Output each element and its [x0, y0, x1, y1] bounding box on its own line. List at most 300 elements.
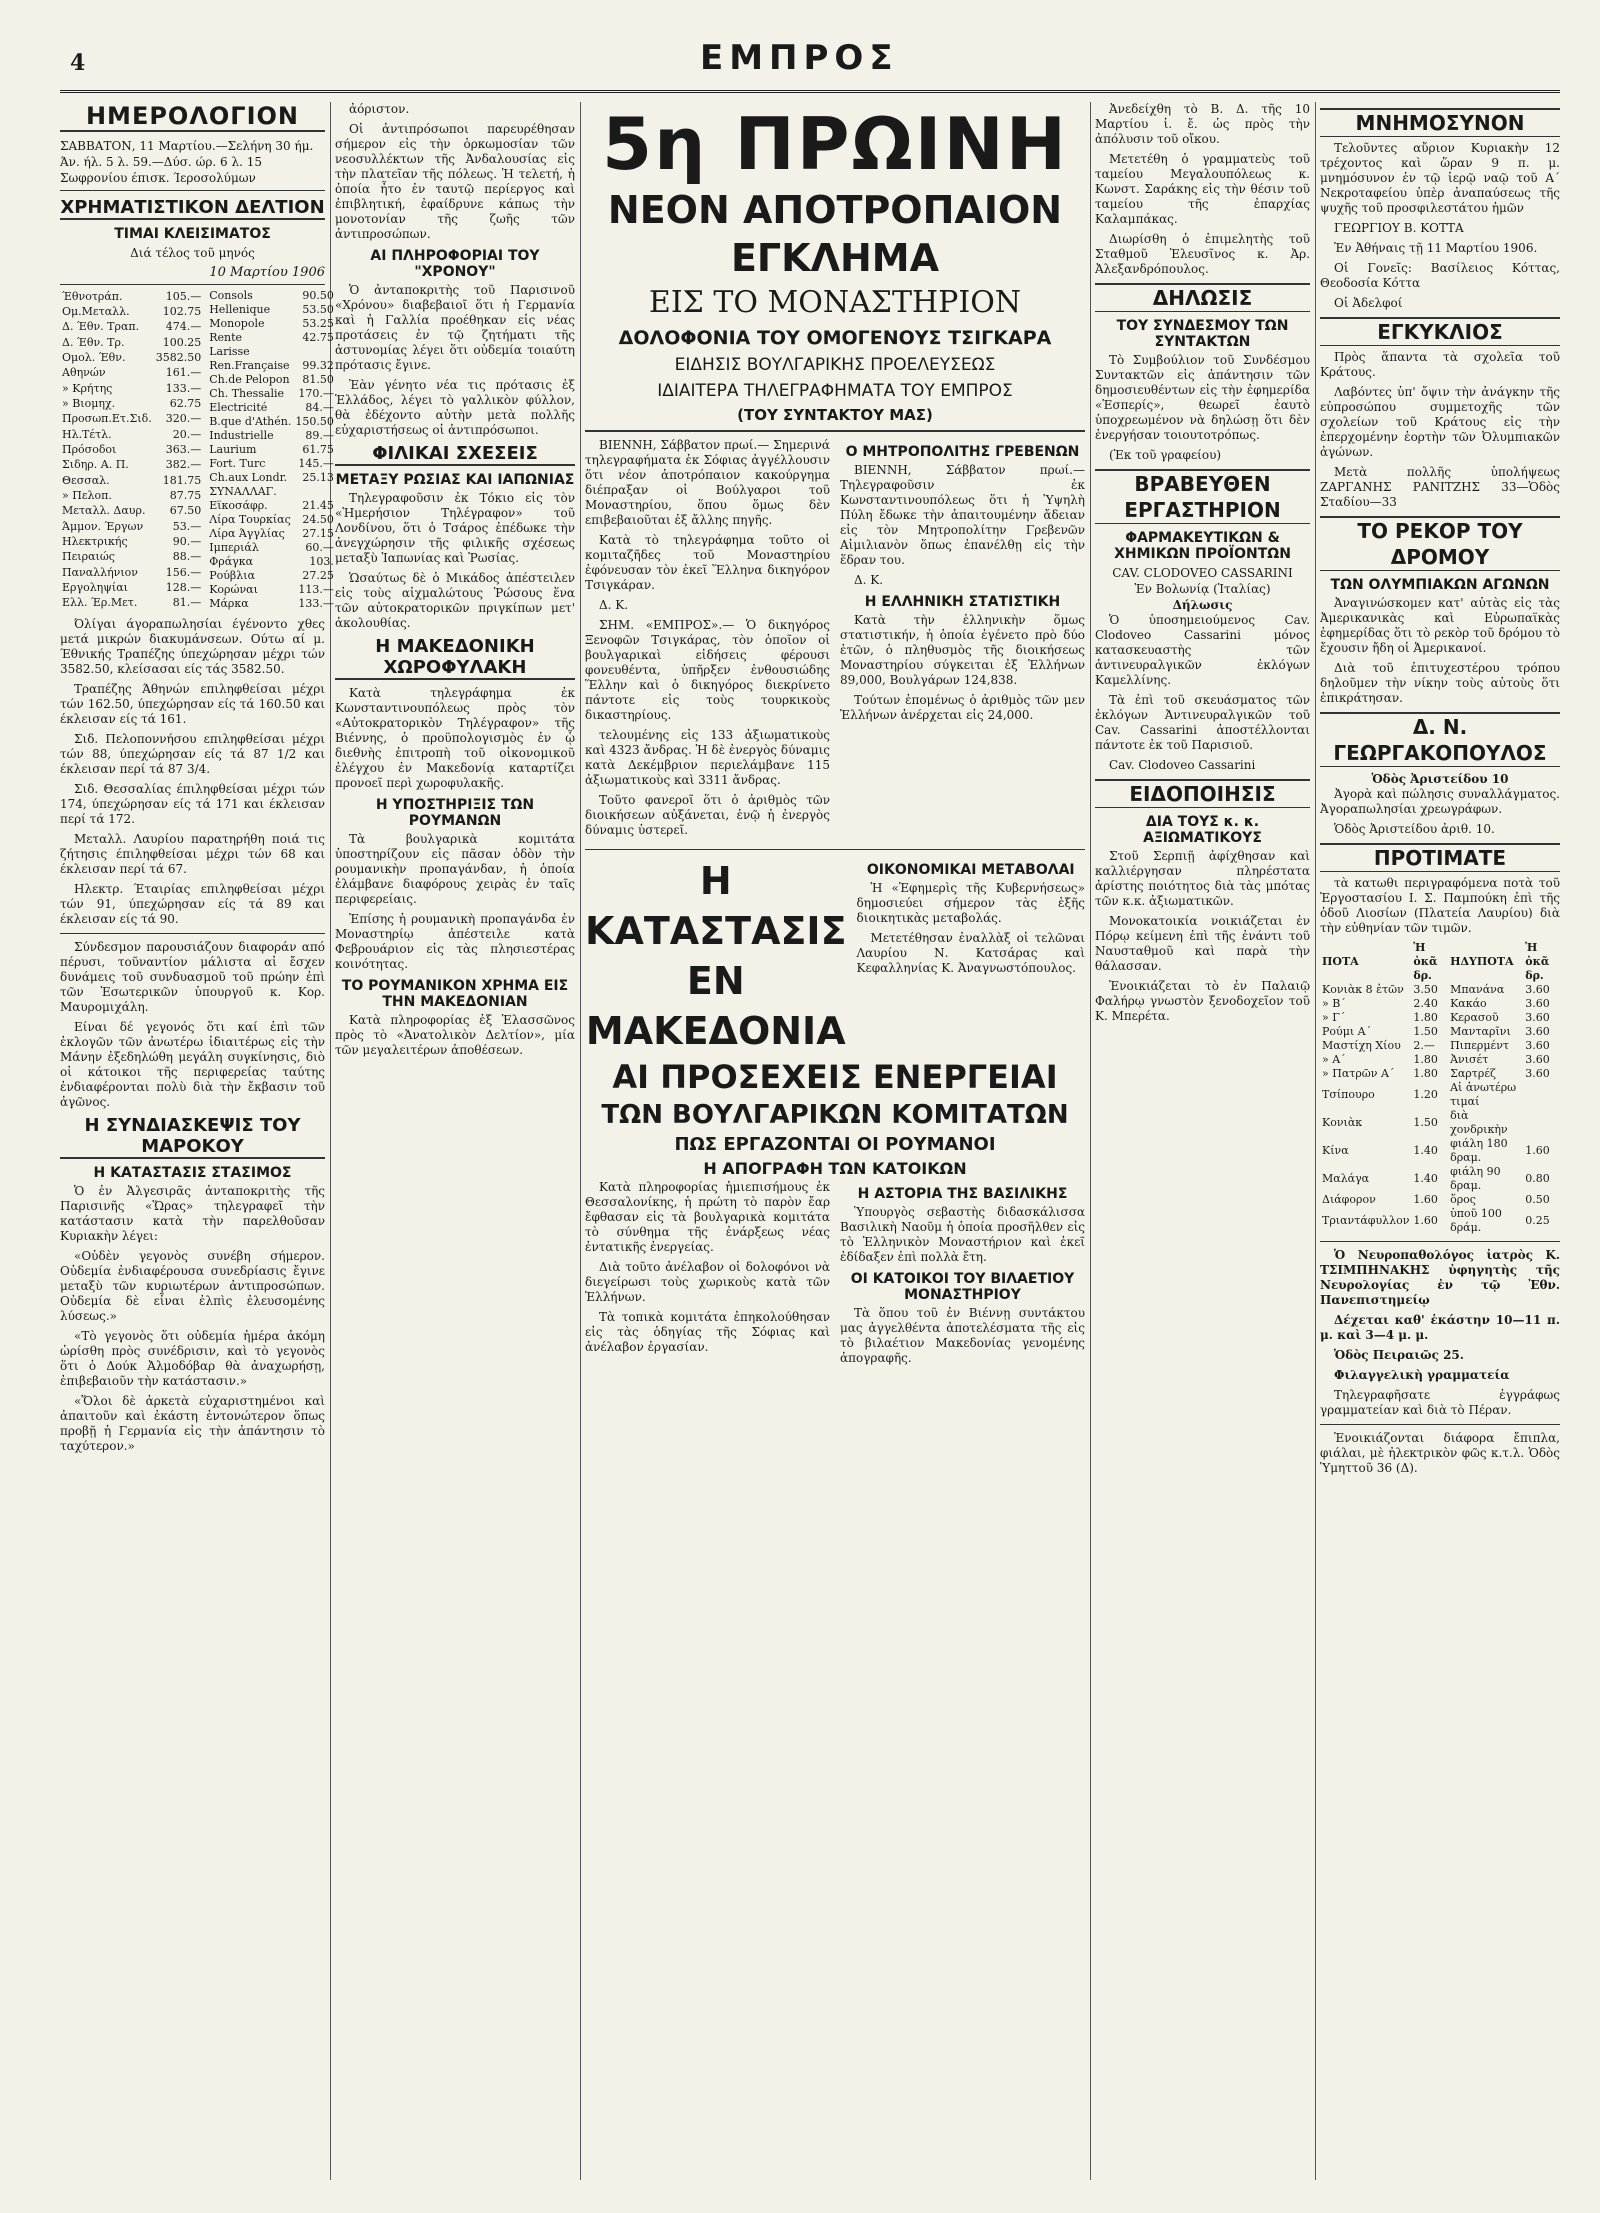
morocco-article	[60, 1184, 325, 1454]
neurologist-title: Ὁ Νευροπαθολόγος ἰατρὸς Κ. ΤΣΙΜΠΗΝΑΚΗΣ ὑφηγητὴς τῆς Νευρολογίας ἐν τῷ Ἐθν. Πανεπιστημείῳ	[1320, 1248, 1560, 1307]
table-cell: 89.—	[305, 429, 334, 442]
paragraph: Στοῦ Σερπιῇ ἀφίχθησαν καὶ καλλιέργησαν πληρέστατα ἀρίστης ποιότητος διὰ τὰς μπότας τῶν κ.κ. ἀξιωματικῶν.	[1095, 849, 1310, 908]
table-cell: 3.60	[1525, 1053, 1550, 1066]
paragraph: Ἐπίσης ἡ ρουμανικὴ προπαγάνδα ἐν Μοναστηρίῳ ἀπέστειλε κατὰ Φεβρουάριον εἰς τὰς πλησιεστέρας κοινότητας.	[335, 912, 575, 971]
table-cell: Ομολ. Έθν.	[62, 350, 126, 364]
editor-note	[585, 618, 830, 723]
table-cell: 24.50	[302, 513, 334, 526]
secretary-title: Φιλαγγελικὴ γραμματεία	[1334, 1368, 1510, 1382]
table-cell: 27.25	[302, 569, 334, 582]
column-4	[1095, 102, 1310, 2180]
table-header-cell: Ἡ ὀκᾶ δρ.	[1525, 941, 1550, 982]
table-cell: 1.50	[1413, 1025, 1438, 1038]
table-cell: 150.50	[295, 415, 334, 428]
table-cell: Πιπερμέντ	[1450, 1039, 1510, 1052]
queen-article	[840, 1205, 1085, 1265]
table-cell: 20.—	[172, 427, 202, 441]
table-cell: Θεσσαλ.	[62, 473, 110, 487]
money-title: ΤΟ ΡΟΥΜΑΝΙΚΟΝ ΧΡΗΜΑ ΕΙΣ ΤΗΝ ΜΑΚΕΔΟΝΙΑΝ	[341, 978, 569, 1010]
column-3	[585, 102, 1085, 2180]
metropolitan-article	[840, 463, 1085, 588]
table-row	[207, 443, 336, 457]
prices-title: ΤΙΜΑΙ ΚΛΕΙΣΙΜΑΤΟΣ	[114, 226, 271, 242]
table-cell: » Βιομηχ.	[62, 396, 116, 410]
paragraph: Μετετέθησαν ἐναλλὰξ οἱ τελῶναι Λαυρίου Ν. Κατσάρας καὶ Κεφαλληνίας Κ. Ἀναγνωστόπουλος.	[856, 931, 1085, 975]
story-right	[857, 856, 1085, 1056]
paragraph: ΣΗΜ. «ΕΜΠΡΟΣ».— Ὁ δικηγόρος Ξενοφῶν Τσιγκάρας, τὸν ὁποῖον οἱ βουλγαρικαὶ εἰδήσεις φέρουσι φονευθέντα, ὑπῆρξεν ἐνθουσιώδης Ἕλλην καὶ ὁ δικηγόρος διεκρίνετο πάντοτε εἰς τοὺς τουρκικοὺς δικαστηρίους.	[585, 618, 830, 722]
table-cell: 53.50	[302, 303, 334, 316]
edition-banner: 5η ΠΡΩΙΝΗ	[602, 102, 1068, 186]
table-cell: » Γ΄	[1322, 1011, 1346, 1024]
table-cell: Ελλ. Έρ.Μετ.	[62, 596, 138, 610]
table-cell: Κονιὰκ 8 ἐτῶν	[1322, 983, 1404, 996]
paragraph: Διὰ τοῦτο ἀνέλαβον οἱ δολοφόνοι νὰ διεγείρωσι τοὺς χωρικοὺς κατὰ τῶν Ἑλλήνων.	[585, 1260, 830, 1304]
table-row	[1320, 997, 1560, 1011]
prefer-ad	[1320, 876, 1560, 936]
newspaper-title: ΕΜΠΡΟΣ	[700, 38, 899, 78]
story-left	[585, 438, 830, 843]
paragraph: Είναι δέ γεγονός ὅτι καί ἐπὶ τῶν ἐκλογῶν τῶν ἀνωτέρω ἰδιαιτέρως εἰς τὴν Μάνην ἐξεδηλώθη μεγάλη συγκίνησις, διὸ οἱ κάτοικοι τῆς περιφερείας ταύτης ἐνδιαφέρονται πολὺ διὰ τὴν ἔκβασιν τοῦ ἀγῶνος.	[60, 1020, 325, 1109]
story-columns	[585, 1180, 1085, 1371]
paragraph: Τὰ βουλγαρικὰ κομιτάτα ὑποστηρίζουν εἰς πᾶσαν ὁδὸν τὴν ρουμανικὴν προπαγάνδαν, ἡ ὁποία ἐλάμβανε διαφόρους χειρὰς ἐν ταῖς περιφερείαις.	[335, 832, 575, 906]
divider	[1320, 1424, 1560, 1425]
memorial-title: ΜΝΗΜΟΣΥΝΟΝ	[1320, 108, 1560, 137]
table-header-cell: Ἡ ὀκᾶ δρ.	[1413, 941, 1438, 982]
table-cell: 103.	[309, 555, 334, 568]
table-cell: 27.15	[302, 527, 334, 540]
notice-subtitle: ΔΙΑ ΤΟΥΣ κ. κ. ΑΞΙΩΜΑΤΙΚΟΥΣ	[1143, 814, 1262, 846]
stats-title: Η ΕΛΛΗΝΙΚΗ ΣΤΑΤΙΣΤΙΚΗ	[864, 594, 1061, 610]
paragraph: Τελοῦντες αὔριον Κυριακὴν 12 τρέχοντος καὶ ὥραν 9 π. μ. μνημόσυνον ἐν τῷ ἱερῷ ναῷ τοῦ Α΄ Νεκροταφείου ὑπὲρ ἀναπαύσεως τῆς ψυχῆς τοῦ προσφιλεστάτου ἡμῶν	[1320, 141, 1560, 215]
table-cell: 87.75	[169, 488, 202, 502]
table-row	[60, 427, 203, 442]
paragraph: Μεταλλ. Λαυρίου παρατηρήθη ποιά τις ζήτησις έπιληφθείσαι μέχρι τών 68 και έκλεισαν περί τά 67.	[60, 832, 325, 876]
table-cell: 382.—	[165, 458, 202, 472]
table-cell: Διάφορον	[1322, 1193, 1376, 1206]
table-row	[207, 359, 336, 373]
table-cell: 1.80	[1413, 1053, 1438, 1066]
calendar-line: Άν. ήλ. 5 λ. 59.—Δύσ. ώρ. 6 λ. 15	[60, 155, 262, 169]
divider	[585, 849, 1085, 850]
table-cell: Άμμον. Έργων	[62, 519, 144, 533]
paragraph: τελουμένης εἰς 133 ἀξιωματικοὺς καὶ 4323 ἄνδρας. Ἡ δὲ ἐνεργὸς δύναμις κατὰ Δεκέμβριον περιελάμβανε 115 ἀξιωματικοὺς καὶ 3311 ἄνδρας.	[585, 728, 830, 787]
table-cell: Δ. Έθν. Τρ.	[62, 335, 125, 349]
georgakopoulos-title: Δ. Ν. ΓΕΩΡΓΑΚΟΠΟΥΛΟΣ	[1320, 712, 1560, 767]
table-cell: 61.75	[302, 443, 334, 456]
table-row	[60, 320, 203, 335]
award-subtitle: ΦΑΡΜΑΚΕΥΤΙΚΩΝ & ΧΗΜΙΚΩΝ ΠΡΟΪΟΝΤΩΝ	[1114, 530, 1291, 562]
romanian-article	[335, 832, 575, 972]
table-cell: διὰ χονδρικὴν	[1450, 1109, 1508, 1136]
table-cell: 181.75	[162, 473, 202, 487]
table-row	[60, 289, 203, 304]
table-cell: Ρούμι Α΄	[1322, 1025, 1372, 1038]
table-row	[1320, 1011, 1560, 1025]
table-header-cell: ΗΔΥΠΟΤΑ	[1450, 955, 1514, 968]
paragraph: Μετετέθη ὁ γραμματεὺς τοῦ ταμείου Μεγαλουπόλεως κ. Κωνστ. Σαράκης εἰς τὴν θέσιν τοῦ ταμείου τῆς ἐπαρχίας Καλαμπάκας.	[1095, 152, 1310, 226]
table-cell: Λίρα Άγγλίας	[209, 527, 285, 540]
table-cell: Ιμπεριάλ	[209, 541, 259, 554]
table-cell: Κακάο	[1450, 997, 1487, 1010]
table-row	[1320, 1081, 1560, 1109]
table-row	[207, 401, 336, 415]
table-cell: Πειραιώς	[62, 550, 115, 564]
table-cell: 170.—	[298, 387, 334, 400]
table-cell: Τσίπουρο	[1322, 1088, 1375, 1101]
story-right	[840, 438, 1085, 843]
paragraph: Τοῦτο φανεροῖ ὅτι ὁ ἀριθμὸς τῶν διοικήσεων αὐξάνεται, ἐνῷ ἡ ἐνεργὸς δύναμις ὑστερεῖ.	[585, 793, 830, 837]
table-cell	[1523, 1081, 1560, 1109]
paragraph: Ὁ ἀνταποκριτὴς τοῦ Παρισινοῦ «Χρόνου» διαβεβαιοῖ ὅτι ἡ Γερμανία καὶ ἡ Γαλλία προέθηκαν εἰς νέας προτάσεις ἐν τῷ ζητήματι τῆς ἀστυνομίας λέγει ὅτι οὐδεμία τοιαύτη πρότασις ἔγινε.	[335, 283, 575, 372]
table-cell: Ch.aux Londr.	[209, 471, 288, 484]
paragraph: (Ἐκ τοῦ γραφείου)	[1109, 448, 1222, 462]
table-row	[60, 381, 203, 396]
table-cell: Ch. Thessalie	[209, 387, 285, 400]
paragraph: Ὁδὸς Ἀριστείδου ἀριθ. 10.	[1334, 822, 1495, 836]
table-cell: Ren.Française	[209, 359, 290, 372]
table-cell: Laurium	[209, 443, 257, 456]
paragraph: Δ. Κ.	[599, 598, 629, 612]
paragraph: Cav. Clodoveo Cassarini	[1109, 758, 1256, 772]
table-cell: 474.—	[165, 320, 202, 334]
table-row	[1320, 1039, 1560, 1053]
award-name: CAV. CLODOVEO CASSARINI	[1112, 566, 1293, 580]
table-row	[207, 513, 336, 527]
macedonia-subtitle: ΠΩΣ ΕΡΓΑΖΟΝΤΑΙ ΟΙ ΡΟΥΜΑΝΟΙ	[674, 1134, 996, 1155]
table-cell: Ρούβλια	[209, 569, 256, 582]
table-cell: 25.13	[302, 471, 334, 484]
table-cell: 3.60	[1525, 1025, 1550, 1038]
record-article	[1320, 596, 1560, 706]
table-cell: » Πατρῶν Α΄	[1322, 1067, 1395, 1080]
masthead	[60, 30, 1560, 93]
table-cell: 1.40	[1413, 1172, 1438, 1185]
stats-article	[840, 613, 1085, 723]
table-cell: B.que d'Athén.	[209, 415, 292, 428]
headline-line: ΙΔΙΑΙΤΕΡΑ ΤΗΛΕΓΡΑΦΗΜΑΤΑ ΤΟΥ ΕΜΠΡΟΣ	[657, 381, 1013, 401]
paragraph: ἀόριστον.	[349, 102, 410, 116]
table-cell: 1.60	[1413, 1193, 1438, 1206]
calendar-line: Σωφρονίου έπισκ. Ίεροσολύμων	[60, 171, 256, 185]
table-cell: 99.32	[302, 359, 334, 372]
table-cell: 53.—	[172, 519, 202, 533]
table-cell: Fort. Turc	[209, 457, 266, 470]
table-cell: 363.—	[165, 442, 202, 456]
paragraph: Λαβόντες ὑπ' ὄψιν τὴν ἀνάγκην τῆς εὐπροσώπου συμμετοχῆς τῶν σχολείων τοῦ Κράτους εἰς τὴν ἐπερχομένην ἑορτὴν τῶν Ὀλυμπιακῶν ἀγώνων.	[1320, 385, 1560, 459]
athens-price-table	[60, 289, 203, 611]
table-cell: » Πελοπ.	[62, 488, 112, 502]
paragraph: Μετὰ πολλῆς ὑπολήψεως ΖΑΡΓΑΝΗΣ ΡΑΝΙΤΖΗΣ 33—Ὁδὸς Σταδίου—33	[1320, 465, 1560, 509]
headline-line: ΕΙΔΗΣΙΣ ΒΟΥΛΓΑΡΙΚΗΣ ΠΡΟΕΛΕΥΣΕΩΣ	[674, 355, 996, 375]
neurologist-hours: Δέχεται καθ' ἑκάστην 10—11 π. μ. καὶ 3—4 μ. μ.	[1320, 1313, 1560, 1342]
table-row	[207, 429, 336, 443]
paragraph: Σύνδεσμον παρουσιάζουν διαφοράν από πέρυσι, τοῦναντίον μάλιστα αἱ ἔσχεν δυνάμεις τοῦ συνδυασμοῦ τοῦ πρώην ἐπὶ τῶν Ἐσωτερικῶν ὑπουργοῦ κ. Κορ. Μαυρομιχάλη.	[60, 940, 325, 1014]
table-cell: Εϊκοσάφρ.	[209, 499, 268, 512]
table-cell: 81.—	[172, 596, 202, 610]
table-cell: Σαρτρέζ	[1450, 1067, 1496, 1080]
table-row	[1320, 1193, 1560, 1207]
table-cell: 84.—	[305, 401, 334, 414]
table-cell: Φράγκα	[209, 555, 254, 568]
table-cell: Ἀνισέτ	[1450, 1053, 1489, 1066]
table-row	[207, 555, 336, 569]
table-cell: 0.25	[1525, 1214, 1550, 1227]
table-cell: 0.80	[1525, 1172, 1550, 1185]
russia-subtitle: ΜΕΤΑΞΥ ΡΩΣΙΑΣ ΚΑΙ ΙΑΠΩΝΙΑΣ	[335, 472, 575, 488]
column-5	[1320, 102, 1560, 2180]
table-cell: Ch.de Pelopon	[209, 373, 290, 386]
paragraph: Οἱ Ἀδελφοί	[1334, 296, 1403, 310]
paragraph: ΒΙΕΝΝΗ, Σάββατον πρωί.— Τηλεγραφοῦσιν ἐκ Κωνσταντινουπόλεως ὅτι ἡ Ὑψηλὴ Πύλη ἔδωκε τὴν ἀπαιτουμένην ἄδειαν εἰς τὸν Μητροπολίτην Γρεβενῶν Αἰμιλιανὸν ὅπως ἐπανέλθῃ εἰς τὴν ἕδραν του.	[840, 463, 1085, 567]
paragraph: Οἱ ἀντιπρόσωποι παρευρέθησαν σήμερον εἰς τὴν ὁρκωμοσίαν τῶν νεοσυλλέκτων τῆς Ἀνδαλουσίας εἰς τὴν πλατεῖαν τῆς πόλεως. Ἡ τελετή, ἡ ὁποία ἦτο ἐν ταυτῷ περίεργος καὶ ἐπιβλητική, ἐφαίδρυνε κάπως τὴν μονοτονίαν τῆς ζωῆς τῶν ἀντιπροσώπων.	[335, 122, 575, 241]
table-row	[60, 488, 203, 503]
paragraph: Κατὰ τηλεγράφημα ἐκ Κωνσταντινουπόλεως πρὸς τὸν «Αὐτοκρατορικὸν Τηλέγραφον» τῆς Βιέννης, ὁ προϋπολογισμὸς ἐν ᾧ διεθνὴς ἐπιτροπὴ τοῦ οἰκονομικοῦ ἐλέγχου ἐν Μακεδονίᾳ καταρτίζει προνοεῖ περὶ χωροφυλακῆς.	[335, 686, 575, 790]
table-cell	[293, 485, 336, 499]
record-subtitle: ΤΩΝ ΟΛΥΜΠΙΑΚΩΝ ΑΓΩΝΩΝ	[1330, 577, 1550, 593]
paragraph: Μονοκατοικία νοικιάζεται ἐν Πόρῳ κείμενη ἐπὶ τῆς ἐνάντι τοῦ Ναυσταθμοῦ καὶ παρὰ τὴν θάλασσαν.	[1095, 914, 1310, 973]
table-row	[60, 350, 203, 365]
table-cell: 60.—	[305, 541, 334, 554]
paragraph: «Τὸ γεγονὸς ὅτι οὐδεμία ἡμέρα ἀκόμη ὡρίσθη πρὸς συνέδρισιν, καὶ τὸ γεγονὸς ὅτι ὁ Δούκ Ἀλμοδόβαρ θὰ ἀναχωρήσῃ, ἐπιβεβαιοῦν τὴν κατάστασιν.»	[60, 1329, 325, 1388]
headline-line: ΔΟΛΟΦΟΝΙΑ ΤΟΥ ΟΜΟΓΕΝΟΥΣ ΤΣΙΓΚΑΡΑ	[618, 327, 1052, 349]
headline-place: ΕΙΣ ΤΟ ΜΟΝΑΣΤΗΡΙΟΝ	[648, 285, 1022, 320]
paragraph: Ηλεκτρ. Έταιρίας επιληφθείσαι μέχρι τών 91, ύπεχώρησαν είς τά 89 και έκλεισαν είς τά 90.	[60, 882, 325, 926]
romanian-title: Η ΥΠΟΣΤΗΡΙΞΙΣ ΤΩΝ ΡΟΥΜΑΝΩΝ	[375, 797, 535, 829]
paragraph: Τὸ Συμβούλιον τοῦ Συνδέσμου Συντακτῶν εἰς ἀπάντησιν τῶν δημοσιευθέντων εἰς τὴν ἐφημερίδα «Ἑσπερίς», θεωρεῖ ἑαυτὸ ὑποχρεωμένον νὰ δηλώσῃ ὅτι δὲν ἐνεργήσαν τοιουτοτρόπως.	[1095, 353, 1310, 442]
prefer-title: ΠΡΟΤΙΜΑΤΕ	[1320, 843, 1560, 872]
table-cell: φιάλη 90 δραμ.	[1450, 1165, 1501, 1192]
story-columns	[585, 438, 1085, 843]
table-row	[60, 442, 203, 457]
table-row	[60, 565, 203, 580]
chronos-article	[335, 283, 575, 438]
paragraph: Δ. Κ.	[854, 573, 884, 587]
macedonia-subtitle: Η ΑΠΟΓΡΑΦΗ ΤΩΝ ΚΑΤΟΙΚΩΝ	[703, 1159, 967, 1178]
table-row	[1320, 1165, 1560, 1193]
table-row	[207, 541, 336, 555]
paragraph: τὰ κατωθι περιγραφόμενα ποτὰ τοῦ Ἐργοστασίου Ι. Σ. Παμπούκη ἐπὶ τῆς ὁδοῦ Λιοσίων (Πλατεία Λαυρίου) διὰ τὴν εὐθηνίαν τῶν τιμῶν.	[1320, 876, 1560, 935]
exchange-title: ΧΡΗΜΑΤΙΣΤΙΚΟΝ ΔΕΛΤΙΟΝ	[60, 197, 325, 218]
money-article	[335, 1013, 575, 1058]
table-cell: 1.40	[1413, 1144, 1438, 1157]
table-row	[207, 597, 336, 611]
table-cell: Λίρα Τουρκίας	[209, 513, 291, 526]
notice-title: ΕΙΔΟΠΟΙΗΣΙΣ	[1095, 779, 1310, 808]
paragraph: Τὰ ἐπὶ τοῦ σκευάσματος τῶν ἐκλόγων Ἀντινευραλγικῶν τοῦ Cav. Cassarini ἀποστέλλονται πάντοτε ἐκ τοῦ Παρισιοῦ.	[1095, 693, 1310, 752]
table-row	[1320, 1025, 1560, 1039]
table-row	[207, 471, 336, 485]
table-row	[207, 583, 336, 597]
paragraph: Κατὰ πληροφορίας ἡμιεπισήμους ἐκ Θεσσαλονίκης, ἡ πρώτη τὸ παρὸν ἔαρ ἔφθασαν εἰς τὰ βουλγαρικὰ κομιτάτα τὸ σύνθημα τῆς ἐνάρξεως νέας ἐντατικῆς ἐνεργείας.	[585, 1180, 830, 1254]
table-cell: Παναλλήνιον	[62, 565, 138, 579]
economic-title: ΟΙΚΟΝΟΜΙΚΑΙ ΜΕΤΑΒΟΛΑΙ	[866, 862, 1075, 878]
table-row	[60, 458, 203, 473]
statement-title: ΔΗΛΩΣΙΣ	[1095, 283, 1310, 312]
morocco-subtitle: Η ΚΑΤΑΣΤΑΣΙΣ ΣΤΑΣΙΜΟΣ	[93, 1165, 292, 1181]
table-row	[1320, 983, 1560, 997]
record-title: ΤΟ ΡΕΚΟΡ ΤΟΥ ΔΡΟΜΟΥ	[1320, 516, 1560, 571]
table-cell: 3.60	[1525, 1067, 1550, 1080]
table-cell: 88.—	[172, 550, 202, 564]
paragraph: Όλίγαι άγοραπωλησίαι έγένοντο χθες μετά μικρών διακυμάνσεων. Ούτω αί μ. Έθνικής Τραπέζης ύπεχώρησαν μέχρι τών 3582.50, κλείσασαι είς τάς 3582.50.	[60, 617, 325, 676]
table-cell: 128.—	[165, 580, 202, 594]
column-2	[335, 102, 575, 2180]
table-cell: 90.—	[172, 534, 202, 548]
table-row	[207, 289, 336, 303]
circular-title: ΕΓΚΥΚΛΙΟΣ	[1320, 317, 1560, 346]
award-title: ΒΡΑΒΕΥΘΕΝ ΕΡΓΑΣΤΗΡΙΟΝ	[1095, 469, 1310, 524]
table-row	[60, 580, 203, 595]
exchange-date: 10 Μαρτίου 1906	[209, 265, 325, 280]
table-row	[207, 345, 336, 359]
statement-subtitle: ΤΟΥ ΣΥΝΔΕΣΜΟΥ ΤΩΝ ΣΥΝΤΑΚΤΩΝ	[1116, 318, 1289, 350]
russia-article	[335, 491, 575, 631]
paragraph: «Ὅλοι δὲ ἀρκετὰ εὐχαριστημένοι καὶ ἀπαιτοῦν καὶ ἐκάστη ἐντονώτερον ὅπως προβῇ ἡ Γερμανία εἰς τὴν ἀπάντησιν τὸ ταχύτερον.»	[60, 1394, 325, 1453]
table-cell: Monopole	[209, 317, 265, 330]
metropolitan-title: Ο ΜΗΤΡΟΠΟΛΙΤΗΣ ΓΡΕΒΕΝΩΝ	[845, 444, 1080, 460]
paragraph: Πρὸς ἅπαντα τὰ σχολεῖα τοῦ Κράτους.	[1320, 350, 1560, 379]
column-rule	[580, 102, 581, 2180]
table-cell: 1.60	[1525, 1144, 1550, 1157]
table-row	[60, 534, 203, 549]
table-cell	[1523, 1109, 1560, 1137]
georgakopoulos-address: Ὁδὸς Ἀριστείδου 10	[1371, 772, 1509, 786]
table-cell: Κορώναι	[209, 583, 258, 596]
table-cell: 67.50	[169, 504, 202, 518]
table-cell: 320.—	[165, 412, 202, 426]
table-cell: 102.75	[162, 304, 202, 318]
table-cell: Μπανάνα	[1450, 983, 1505, 996]
table-cell: 0.50	[1525, 1193, 1550, 1206]
table-cell: Έθνοτράπ.	[62, 289, 123, 303]
column-rule	[1315, 102, 1316, 2180]
award-place: Ἐν Βολωνίᾳ (Ἰταλίας)	[1134, 582, 1271, 596]
table-cell	[293, 345, 336, 359]
prices-subtitle: Διά τέλος τοῦ μηνός	[130, 246, 255, 260]
table-row	[1320, 1137, 1560, 1165]
macedonia-subtitle: ΑΙ ΠΡΟΣΕΧΕΙΣ ΕΝΕΡΓΕΙΑΙ	[612, 1058, 1058, 1096]
table-cell: 3.60	[1525, 997, 1550, 1010]
paragraph: Τὰ ὅπου τοῦ ἐν Βιέννῃ συντάκτου μας ἀγγελθέντα ἀποτελέσματα τῆς εἰς τὸ βιλαέτιον Μακεδονίας γενομένης ἀπογραφῆς.	[840, 1306, 1085, 1365]
table-cell: 3.50	[1413, 983, 1438, 996]
calendar-title: ΗΜΕΡΟΛΟΓΙΟΝ	[60, 102, 325, 132]
vienna-dispatch	[585, 438, 830, 613]
table-cell: 42.75	[302, 331, 334, 344]
paragraph: Ἀναγινώσκομεν κατ' αὐτὰς εἰς τὰς Ἀμερικανικὰς καὶ Εὐρωπαϊκὰς ἐφημερίδας ὅτι τὸ ρεκὸρ τοῦ δρόμου τὸ ἔχουσιν ἤδη οἱ Ἀμερικανοί.	[1320, 596, 1560, 655]
table-cell: Προσωπ.Ετ.Σιδ.	[62, 412, 152, 426]
certificate-title: ΟΙ ΚΑΤΟΙΚΟΙ ΤΟΥ ΒΙΛΑΕΤΙΟΥ ΜΟΝΑΣΤΗΡΙΟΥ	[850, 1271, 1075, 1303]
table-cell: Ηλ.Τέτλ.	[62, 427, 112, 441]
table-row	[207, 485, 336, 499]
table-cell: 81.50	[302, 373, 334, 386]
table-row	[60, 304, 203, 319]
table-row	[207, 387, 336, 401]
table-row	[1320, 1109, 1560, 1137]
paragraph: Ἡ «Ἐφημερὶς τῆς Κυβερνήσεως» δημοσιεύει σήμερον τὰς ἑξῆς διοικητικὰς μεταβολάς.	[856, 881, 1085, 925]
table-cell: 3582.50	[155, 350, 202, 364]
table-row	[60, 504, 203, 519]
table-cell: ὅρος	[1450, 1193, 1476, 1206]
table-row	[60, 412, 203, 427]
paragraph: Ὁ ὑποσημειούμενος Cav. Clodoveo Cassarini μόνος κατασκευαστὴς τῶν ἀντινευραλγικῶν ἐκλόγων Καμελλίνης.	[1095, 613, 1310, 687]
column-2-intro	[335, 102, 575, 242]
column-4-intro	[1095, 102, 1310, 277]
calendar-line: ΣΑΒΒΑΤΟΝ, 11 Μαρτίου.—Σελήνη 30 ήμ.	[60, 139, 314, 153]
census-article	[585, 728, 830, 838]
paragraph: Ὁ ἐν Ἀλγεσιρᾶς ἀνταποκριτὴς τῆς Παρισινῆς «Ὥρας» τηλεγραφεῖ τὴν κατάστασιν κατὰ τὴν παρελθοῦσαν Κυριακὴν λέγει:	[60, 1184, 325, 1243]
paragraph: Ὡσαύτως δὲ ὁ Μικάδος ἀπέστειλεν εἰς τοὺς αἰχμαλώτους Ῥώσους ἕνα τῶν αὐτοκρατορικῶν πριγκίπων μετ' ἀκολουθίας.	[335, 571, 575, 630]
calendar-block	[60, 138, 325, 191]
market-report	[60, 617, 325, 927]
table-row	[207, 303, 336, 317]
divider	[60, 933, 325, 934]
paragraph: Διωρίσθη ὁ ἐπιμελητὴς τοῦ Σταθμοῦ Ἐλευσῖνος κ. Ἀρ. Ἀλεξανδρόπουλος.	[1095, 232, 1310, 276]
table-cell: 1.80	[1413, 1067, 1438, 1080]
table-cell: 1.80	[1413, 1011, 1438, 1024]
table-cell: Hellenique	[209, 303, 271, 316]
paragraph: Τὰ τοπικὰ κομιτάτα ἐπηκολούθησαν εἰς τὰς ὁδηγίας τῆς Σόφιας καὶ ἀνέλαβον ἐργασίαν.	[585, 1310, 830, 1354]
paragraph: Ἀνεδείχθη τὸ Β. Δ. τῆς 10 Μαρτίου ἰ. ἔ. ὡς πρὸς τὴν ἀπόλυσιν τοῦ οἴκου.	[1095, 102, 1310, 146]
table-cell: 161.—	[165, 366, 202, 380]
rent-notice: Ἐνοικιάζονται διάφορα ἔπιπλα, φιάλαι, μὲ ἠλεκτρικὸν φῶς κ.τ.λ. Ὁδὸς Ὑμηττοῦ 36 (Δ).	[1320, 1431, 1560, 1475]
table-cell: 113.—	[298, 583, 334, 596]
paragraph: Διὰ τοῦ ἐπιτυχεστέρου τρόπου δηλοῦμεν τὴν νίκην τοὺς αὐτοὺς ὅτι ἐπικράτησαν.	[1320, 661, 1560, 705]
table-cell: 105.—	[165, 289, 202, 303]
morocco-title: Η ΣΥΝΔΙΑΣΚΕΨΙΣ ΤΟΥ ΜΑΡΟΚΟΥ	[60, 1115, 325, 1159]
table-row	[60, 366, 203, 381]
table-cell: 133.—	[298, 597, 334, 610]
story-columns	[585, 856, 1085, 1056]
paragraph: Ἀγορὰ καὶ πώλησις συναλλάγματος. Ἀγοραπωλησίαι χρεωγράφων.	[1320, 787, 1560, 816]
table-cell: Electricité	[209, 401, 268, 414]
newspaper-page	[60, 30, 1560, 2180]
table-cell: 3.60	[1525, 1039, 1550, 1052]
table-row	[207, 457, 336, 471]
table-cell: 156.—	[165, 565, 202, 579]
table-cell: Larisse	[209, 345, 250, 358]
paragraph: Κατὰ πληροφορίας ἐξ Ἑλασσῶνος πρὸς τὸ «Ἀνατολικὸν Δελτίον», μία τῶν μεγαλειτέρων ἀποθέσεων.	[335, 1013, 575, 1057]
table-row	[60, 396, 203, 411]
table-cell: Consols	[209, 289, 253, 302]
table-cell: Ηλεκτρικής	[62, 534, 128, 548]
table-cell: 2.—	[1413, 1039, 1435, 1052]
table-cell: 62.75	[169, 396, 202, 410]
story-right	[840, 1180, 1085, 1371]
paragraph: Οἱ Γονεῖς: Βασίλειος Κόττας, Θεοδοσία Κόττα	[1320, 261, 1560, 290]
table-cell: Τριαντάφυλλον	[1322, 1214, 1410, 1227]
table-cell: Κίνα	[1322, 1144, 1349, 1157]
paragraph: Ἐνοικιάζεται τὸ ἐν Παλαιῷ Φαλήρῳ γνωστὸν ξενοδοχεῖον τοῦ Κ. Μπερέτα.	[1095, 979, 1310, 1023]
table-cell: 1.20	[1413, 1088, 1438, 1101]
table-cell: 100.25	[162, 335, 202, 349]
memorial-notice	[1320, 141, 1560, 311]
table-cell: 3.60	[1525, 1011, 1550, 1024]
main-headline: ΝΕΟΝ ΑΠΟΤΡΟΠΑΙΟΝ ΕΓΚΛΗΜΑ	[607, 188, 1063, 280]
table-cell: Μανταρῖνι	[1450, 1025, 1511, 1038]
table-row	[60, 519, 203, 534]
story-left	[585, 856, 847, 1056]
statement-article	[1095, 353, 1310, 463]
macedonia-subtitle: ΤΩΝ ΒΟΥΛΓΑΡΙΚΩΝ ΚΟΜΙΤΑΤΩΝ	[601, 1100, 1069, 1130]
table-cell: Industrielle	[209, 429, 274, 442]
paragraph: Κατὰ τὸ τηλεγράφημα τοῦτο οἱ κομιταζῆδες τοῦ Μοναστηρίου ἐφόνευσαν τὸν ἐκεῖ Ἕλληνα δικηγόρον Τσιγκάραν.	[585, 533, 830, 592]
table-header-cell: ΠΟΤΑ	[1322, 955, 1359, 968]
paragraph: Σιδ. Πελοποννήσου επιληφθείσαι μέχρι τών 88, ύπεχώρησαν είς τά 87 1/2 και έκλεισαν περί τά 87 3/4.	[60, 732, 325, 776]
table-cell: Μεταλλ. Δαυρ.	[62, 504, 146, 518]
economic-article	[857, 881, 1085, 976]
gendarmerie-article	[335, 686, 575, 791]
column-1-article	[60, 940, 325, 1110]
